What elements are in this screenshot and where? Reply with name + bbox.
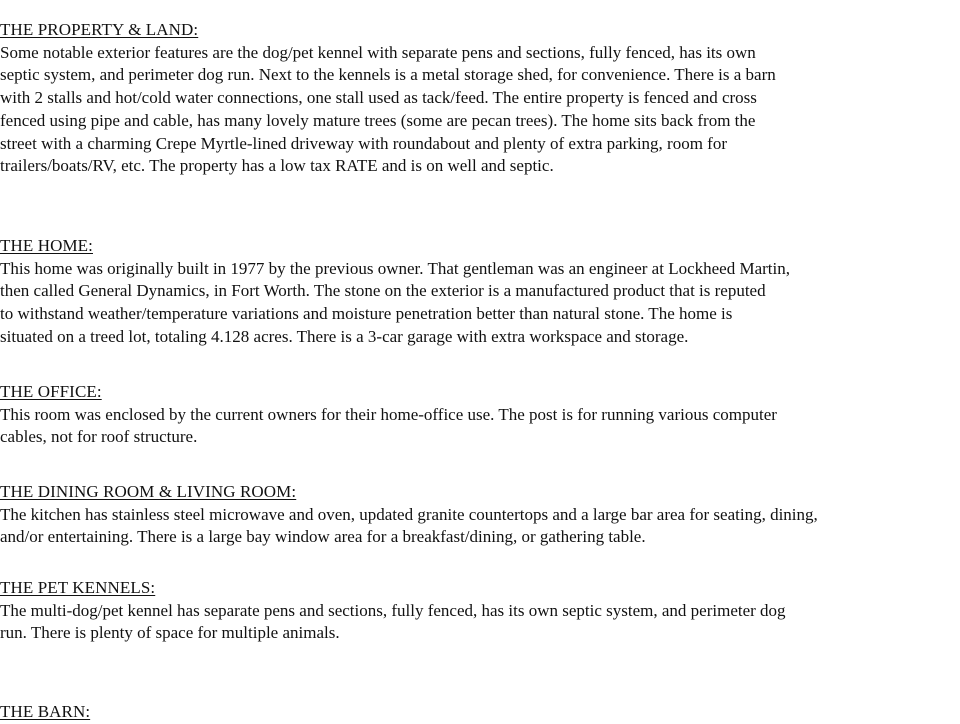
section-dining-living-room <box>0 481 958 549</box>
text-line: with 2 stalls and hot/cold water connections, one stall used as tack/feed. The entire property is fenced and cross <box>0 88 757 108</box>
text-line: The kitchen has stainless steel microwave and oven, updated granite countertops and a large bar area for seating, dining, <box>0 504 818 524</box>
text-line: This room was enclosed by the current owners for their home-office use. The post is for running various computer <box>0 404 777 424</box>
text-line: Some notable exterior features are the dog/pet kennel with separate pens and sections, fully fenced, has its own <box>0 42 756 62</box>
section-home <box>0 235 958 349</box>
section-body <box>0 258 958 349</box>
text-line: cables, not for roof structure. <box>0 427 198 447</box>
text-line: septic system, and perimeter dog run. Next to the kennels is a metal storage shed, for convenience. There is a barn <box>0 65 776 85</box>
text-line: trailers/boats/RV, etc. The property has a low tax RATE and is on well and septic. <box>0 156 554 176</box>
section-body <box>0 42 958 178</box>
section-office <box>0 381 958 449</box>
section-heading: THE DINING ROOM & LIVING ROOM: <box>0 482 297 501</box>
section-body <box>0 404 958 449</box>
section-pet-kennels <box>0 577 958 645</box>
section-heading: THE PROPERTY & LAND: <box>0 20 199 39</box>
section-barn <box>0 701 958 724</box>
section-body <box>0 600 958 645</box>
text-line: This home was originally built in 1977 by the previous owner. That gentleman was an engineer at Lockheed Martin, <box>0 258 790 278</box>
text-line: street with a charming Crepe Myrtle-lined driveway with roundabout and plenty of extra parking, room for <box>0 133 728 153</box>
text-line: and/or entertaining. There is a large bay window area for a breakfast/dining, or gathering table. <box>0 527 646 547</box>
section-body <box>0 504 958 549</box>
text-line: situated on a treed lot, totaling 4.128 acres. There is a 3-car garage with extra workspace and storage. <box>0 326 689 346</box>
section-heading: THE BARN: <box>0 702 91 721</box>
section-heading: THE OFFICE: <box>0 382 102 401</box>
section-heading: THE HOME: <box>0 236 93 255</box>
section-heading: THE PET KENNELS: <box>0 578 156 597</box>
text-line: fenced using pipe and cable, has many lovely mature trees (some are pecan trees). The home sits back from the <box>0 110 756 130</box>
text-line: The multi-dog/pet kennel has separate pens and sections, fully fenced, has its own septic system, and perimeter dog <box>0 600 786 620</box>
text-line: then called General Dynamics, in Fort Worth. The stone on the exterior is a manufactured product that is reputed <box>0 281 766 301</box>
text-line: to withstand weather/temperature variations and moisture penetration better than natural stone. The home is <box>0 304 733 324</box>
section-property-land <box>0 19 958 178</box>
text-line: run. There is plenty of space for multiple animals. <box>0 623 340 643</box>
